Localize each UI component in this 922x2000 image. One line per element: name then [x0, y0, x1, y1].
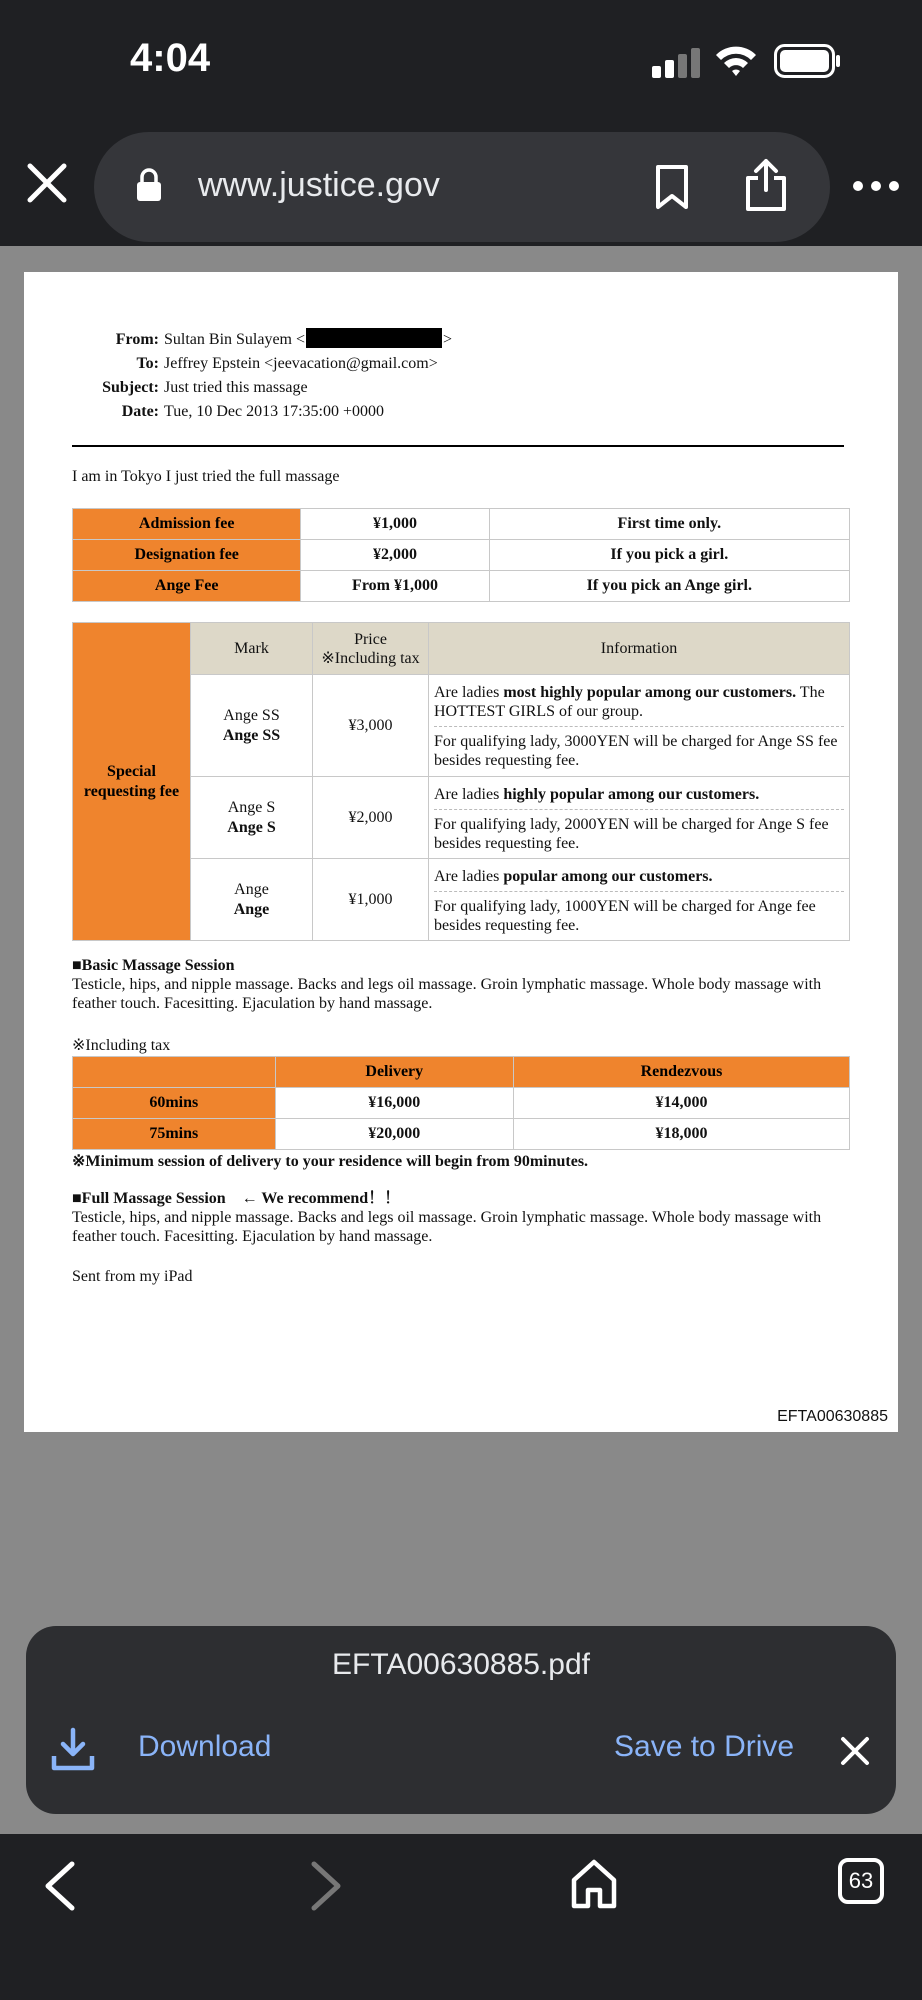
rendezvous-price: ¥14,000: [513, 1088, 849, 1119]
from-label: From:: [115, 331, 159, 348]
mark-cell: [191, 859, 313, 941]
to-label: To:: [136, 355, 159, 372]
forward-icon[interactable]: [306, 1860, 346, 1912]
column-header-price: [313, 623, 429, 675]
fee-price: ¥2,000: [301, 540, 489, 571]
table-row: [73, 571, 850, 602]
download-button[interactable]: Download: [138, 1730, 272, 1763]
info-bold: popular among our customers.: [503, 867, 713, 885]
back-icon[interactable]: [40, 1860, 80, 1912]
mark-cell: [191, 675, 313, 777]
info-note: For qualifying lady, 2000YEN will be charged for Ange S fee besides requesting fee.: [434, 815, 829, 852]
url-text[interactable]: www.justice.gov: [198, 166, 440, 204]
info-bold: highly popular among our customers.: [503, 785, 760, 803]
to-value: Jeffrey Epstein <jeevacation@gmail.com>: [164, 355, 438, 372]
mark-name: Ange: [233, 900, 270, 918]
email-signature: Sent from my iPad: [72, 1268, 193, 1285]
bottom-navigation: [0, 1834, 922, 2000]
special-fee-table: [72, 622, 850, 941]
info-note: For qualifying lady, 1000YEN will be charged for Ange fee besides requesting fee.: [434, 897, 816, 934]
from-name: Sultan Bin Sulayem <: [164, 331, 306, 348]
pdf-page: [24, 272, 898, 1432]
minimum-session-note: ※Minimum session of delivery to your residence will begin from 90minutes.: [72, 1153, 589, 1170]
fee-note: First time only.: [489, 509, 849, 540]
full-session: [72, 1189, 852, 1246]
price-header-text: Price: [354, 630, 387, 648]
fee-price: ¥1,000: [301, 509, 489, 540]
signal-icon: [652, 48, 700, 78]
bookmark-icon[interactable]: [654, 164, 690, 210]
subject-label: Subject:: [102, 379, 159, 396]
session-duration: 60mins: [73, 1088, 276, 1119]
info-note: For qualifying lady, 3000YEN will be charged for Ange SS fee besides requesting fee.: [434, 733, 838, 769]
table-row: [73, 1057, 850, 1088]
fee-table: [72, 508, 850, 602]
empty-header-cell: [73, 1057, 276, 1088]
status-bar: [0, 0, 922, 120]
from-value: [164, 328, 452, 352]
fee-label: Ange Fee: [73, 571, 301, 602]
subject-value: Just tried this massage: [164, 379, 308, 396]
info-text: Are ladies: [434, 684, 504, 701]
column-header-info: Information: [429, 623, 850, 675]
table-row: [73, 509, 850, 540]
info-text: Are ladies: [434, 785, 504, 803]
mark-price: ¥2,000: [313, 777, 429, 859]
delivery-price: ¥20,000: [275, 1119, 513, 1150]
info-cell: [429, 859, 850, 941]
basic-session: [72, 956, 852, 1013]
download-icon[interactable]: [50, 1726, 96, 1772]
tab-switcher-button[interactable]: 63: [838, 1858, 884, 1904]
info-line: [434, 779, 844, 810]
broken-image-alt: Ange SS: [223, 706, 280, 724]
header-divider: [72, 445, 844, 447]
table-row: [73, 1088, 850, 1119]
status-time: 4:04: [130, 36, 211, 80]
close-icon[interactable]: [24, 160, 70, 206]
from-close: >: [443, 331, 453, 348]
fee-price: From ¥1,000: [301, 571, 489, 602]
browser-toolbar: [0, 120, 922, 246]
mark-price: ¥1,000: [313, 859, 429, 941]
table-row: [73, 1119, 850, 1150]
delivery-price: ¥16,000: [275, 1088, 513, 1119]
table-row: [73, 623, 850, 675]
column-header-rendezvous: Rendezvous: [513, 1057, 849, 1088]
info-bold: most highly popular among our customers.: [503, 684, 797, 701]
info-text: Are ladies: [434, 867, 504, 885]
mark-price: ¥3,000: [313, 675, 429, 777]
info-line: [434, 677, 844, 727]
full-session-text: Testicle, hips, and nipple massage. Backs and legs oil massage. Groin lymphatic massage. Whole body massage with feather touch. Facesitting. Ejaculation by hand massage.: [72, 1209, 822, 1245]
wifi-icon: [714, 42, 758, 78]
info-cell: [429, 777, 850, 859]
session-price-table: [72, 1056, 850, 1150]
email-header: [74, 328, 452, 424]
home-icon[interactable]: [570, 1858, 618, 1910]
mark-cell: [191, 777, 313, 859]
special-label: Special requesting fee: [73, 623, 191, 941]
date-value: Tue, 10 Dec 2013 17:35:00 +0000: [164, 403, 384, 420]
basic-session-title: ■Basic Massage Session: [72, 957, 235, 974]
fee-label: Designation fee: [73, 540, 301, 571]
info-text: The HOTTEST GIRLS of our group.: [434, 684, 825, 720]
column-header-mark: Mark: [191, 623, 313, 675]
share-icon[interactable]: [744, 158, 788, 212]
date-label: Date:: [121, 403, 159, 420]
table-row: [73, 540, 850, 571]
fee-note: If you pick a girl.: [489, 540, 849, 571]
rendezvous-price: ¥18,000: [513, 1119, 849, 1150]
battery-icon: [774, 44, 842, 78]
basic-session-text: Testicle, hips, and nipple massage. Backs and legs oil massage. Groin lymphatic massage. Whole body massage with feather touch. Facesitting. Ejaculation by hand massage.: [72, 976, 822, 1012]
column-header-delivery: Delivery: [275, 1057, 513, 1088]
close-icon[interactable]: [840, 1736, 870, 1766]
full-session-title: ■Full Massage Session ← We recommend！！: [72, 1190, 401, 1207]
redaction-bar: [306, 328, 442, 348]
mark-name: Ange S: [227, 818, 276, 836]
session-duration: 75mins: [73, 1119, 276, 1150]
mark-name: Ange SS: [222, 726, 281, 744]
price-header-sub: ※Including tax: [321, 649, 420, 667]
document-id: EFTA00630885: [777, 1408, 888, 1425]
save-to-drive-button[interactable]: Save to Drive: [614, 1730, 795, 1763]
info-line: [434, 861, 844, 892]
fee-label: Admission fee: [73, 509, 301, 540]
info-cell: [429, 675, 850, 777]
fee-note: If you pick an Ange girl.: [489, 571, 849, 602]
tax-note: ※Including tax: [72, 1037, 171, 1054]
lock-icon: [136, 168, 162, 202]
email-intro: I am in Tokyo I just tried the full massage: [72, 468, 340, 485]
broken-image-alt: Ange S: [227, 798, 276, 816]
download-panel: [26, 1626, 896, 1814]
download-filename: EFTA00630885.pdf: [332, 1648, 590, 1681]
more-icon[interactable]: [852, 180, 900, 192]
broken-image-alt: Ange: [234, 880, 269, 898]
address-bar[interactable]: [94, 132, 830, 242]
